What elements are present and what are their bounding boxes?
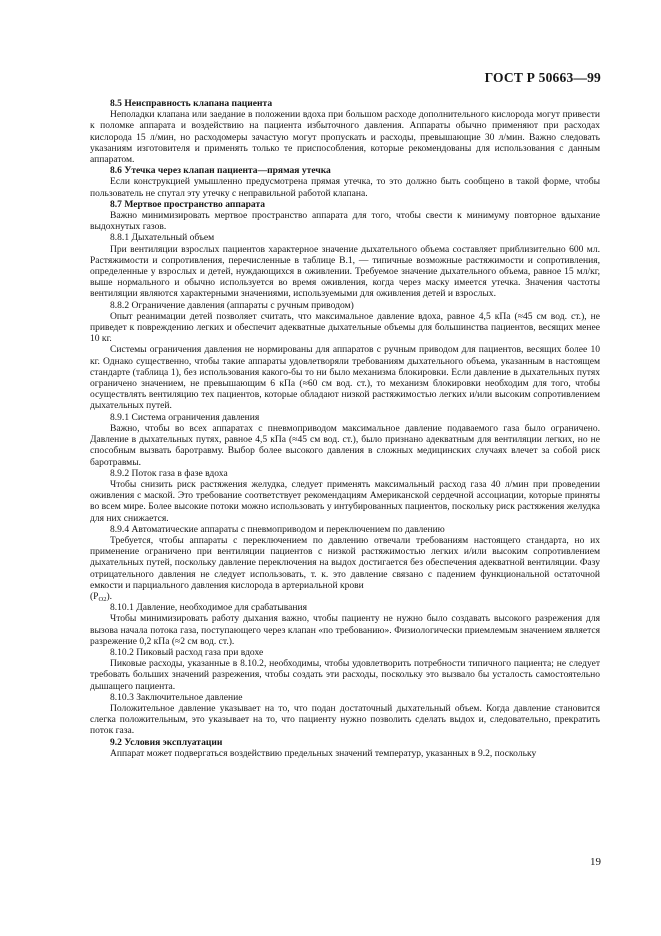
paragraph-8-6: Если конструкцией умышленно предусмотрена прямая утечка, то это должно быть сообщено в такой форме, чтобы пользователь не спутал эту утечку с неправильной работой клапана.	[90, 176, 600, 199]
formula-close: ).	[106, 590, 113, 602]
subheading-8-9-1: 8.9.1 Система ограничения давления	[110, 411, 260, 423]
subheading-8-8-1: 8.8.1 Дыхательный объем	[110, 232, 215, 244]
paragraph-8-9-1: Важно, чтобы во всех аппаратах с пневмоприводом максимальное давление подаваемого газа было ограничено. Давление в дыхательных путях, равное 4,5 кПа (≈45 см вод. ст.), было признано адекватным для вентиляции легких, но не способным вызвать баротравму. Выбор более высокого давления в сложных медицинских случаях влечет за собой риск баротравмы.	[90, 422, 600, 468]
formula-subscript: O2	[98, 595, 107, 603]
paragraph-9-2: Аппарат может подвергаться воздействию предельных значений температур, указанных в 9.2, поскольку	[110, 747, 537, 759]
subheading-8-10-2: 8.10.2 Пиковый расход газа при вдохе	[110, 646, 264, 658]
paragraph-8-10-2: Пиковые расходы, указанные в 8.10.2, необходимы, чтобы удовлетворить потребности типичного пациента; не следует требовать больших значений разрежения, чтобы создать эти расходы, поскольку это вызвало бы усталость самостоятельно дышащего пациента.	[90, 658, 600, 692]
page-number: 19	[590, 856, 601, 868]
paragraph-8-7: Важно минимизировать мертвое пространство аппарата для того, чтобы свести к минимуму повторное вдыхание выдохнутых газов.	[90, 210, 600, 233]
subheading-8-9-2: 8.9.2 Поток газа в фазе вдоха	[110, 467, 228, 479]
paragraph-8-5: Неполадки клапана или заедание в положении вдоха при большом расходе дополнительного кислорода могут привести к поломке аппарата и воздействию на пациента избыточного давления. Аппараты обычно применяют при расходах кислорода 15 л/мин, но расходомеры зачастую могут пропускать и расходы, превышающие 30 л/мин. Важно следовать указаниям изготовителя и применять только те приспособления, которые рекомендованы для использования с данным аппаратом.	[90, 109, 600, 166]
heading-8-6: 8.6 Утечка через клапан пациента—прямая утечка	[110, 165, 331, 177]
paragraph-8-8-1: При вентиляции взрослых пациентов характерное значение дыхательного объема составляет приблизительно 600 мл. Растяжимости и сопротивления, перечисленные в таблице В.1, — типичные возможные растяжимости и сопротивления, определенные у взрослых и детей, нуждающихся в оживлении. Требуемое значение дыхательного объема, равное 15 мл/кг, выше нормального и обычно используется во время оживления, когда через маску имеется утечка. Значения частоты вентиляции являются характерными значениями, используемыми для оживления детей и взрослых.	[90, 243, 600, 300]
paragraph-8-9-2: Чтобы снизить риск растяжения желудка, следует применять максимальный расход газа 40 л/мин при проведении оживления с маской. Это требование соответствует рекомендациям Американской сердечной ассоциации, которые приняты во всем мире. Более высокие потоки можно использовать у интубированных пациентов, поскольку риск растяжения желудка для них снижается.	[90, 478, 600, 524]
paragraph-8-10-1: Чтобы минимизировать работу дыхания важно, чтобы пациенту не нужно было создавать высокого разрежения для вызова начала потока газа, поступающего через клапан «по требованию». Физиологически приемлемым значением является разрежение 0,2 кПа (≈2 см вод. ст.).	[90, 613, 600, 647]
subheading-8-9-4: 8.9.4 Автоматические аппараты с пневмоприводом и переключением по давлению	[110, 523, 445, 535]
subheading-8-10-1: 8.10.1 Давление, необходимое для срабатывания	[110, 602, 307, 614]
formula-open: (P	[90, 590, 99, 602]
document-body	[90, 98, 600, 759]
paragraph-8-9-4: Требуется, чтобы аппараты с переключением по давлению отвечали требованиям настоящего стандарта, но их применение ограничено при вентиляции пациентов с низкой растяжимостью легких и/или высоким сопротивлением дыхательных путей, поскольку давление переключения на выдох достигается без обеспечения адекватной вентиляции. Фазу отрицательного давления не следует использовать, т. к. это давление связано с падением функциональной остаточной емкости и парциального давления кислорода в артериальной крови	[90, 534, 600, 591]
heading-8-7: 8.7 Мертвое пространство аппарата	[110, 198, 266, 210]
subheading-8-10-3: 8.10.3 Заключительное давление	[110, 691, 243, 703]
heading-9-2: 9.2 Условия эксплуатации	[110, 736, 223, 748]
paragraph-8-8-2b: Системы ограничения давления не нормированы для аппаратов с ручным приводом для пациентов, весящих более 10 кг. Однако существенно, чтобы такие аппараты удовлетворяли требованиям дыхательного объема, указанным в настоящем стандарте (таблица 1), без использования какого-бы то ни было механизма блокировки. Если давление в дыхательных путях ограничено значением, не превышающим 6 кПа (≈60 см вод. ст.), то механизм блокировки необходим для того, чтобы осуществлять вентиляцию тех пациентов, которые обладают низкой растяжимостью легких и/или высоким сопротивлением дыхательных путей.	[90, 344, 600, 412]
paragraph-8-9-4-formula	[90, 591, 600, 602]
document-id-header: ГОСТ Р 50663—99	[484, 70, 601, 85]
paragraph-8-10-3: Положительное давление указывает на то, что подан достаточный дыхательный объем. Когда давление становится слегка положительным, это указывает на то, что пациенту нужно позволить сделать выдох и, следовательно, прекратить поток газа.	[90, 702, 600, 737]
paragraph-8-8-2a: Опыт реанимации детей позволяет считать, что максимальное давление вдоха, равное 4,5 кПа (≈45 см вод. ст.), не приведет к повреждению легких и обеспечит адекватные дыхательные объемы для большинства пациентов, весящих менее 10 кг.	[90, 310, 600, 345]
subheading-8-8-2: 8.8.2 Ограничение давления (аппараты с ручным приводом)	[110, 299, 354, 311]
heading-8-5: 8.5 Неисправность клапана пациента	[110, 98, 273, 109]
